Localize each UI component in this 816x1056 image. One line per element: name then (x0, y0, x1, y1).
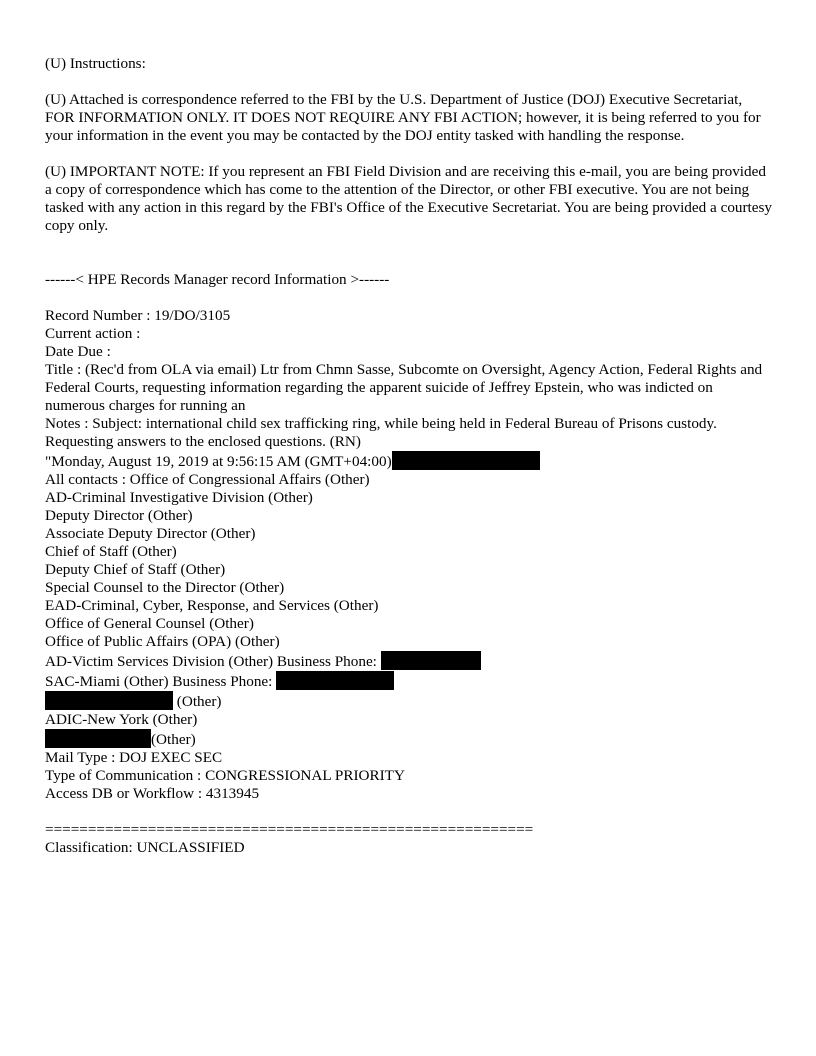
record-notes: Notes : Subject: international child sex trafficking ring, while being held in Federal Bureau of Prisons custody. Requesting answers to the enclosed questions. (RN) (45, 415, 717, 450)
redaction-block (276, 671, 394, 690)
contact-item: Chief of Staff (Other) (45, 543, 177, 560)
redaction-block (381, 651, 481, 670)
redaction-block (392, 451, 540, 470)
contact-item: ADIC-New York (Other) (45, 711, 198, 728)
contact-item: Deputy Chief of Staff (Other) (45, 561, 226, 578)
important-note-paragraph: (U) IMPORTANT NOTE: If you represent an FBI Field Division and are receiving this e-mail, you are being provided a copy of correspondence which has come to the attention of the Director, or other FBI executive. You are not being tasked with any action in this regard by the FBI's Office of the Executive Secretariat. You are being provided a courtesy copy only. (45, 163, 773, 234)
contact-label: SAC-Miami (Other) Business Phone: (45, 673, 273, 690)
contact-item: Office of Public Affairs (OPA) (Other) (45, 633, 280, 650)
contact-item-with-phone (45, 671, 775, 691)
contact-item-redacted (45, 691, 775, 711)
contact-label: (Other) (151, 731, 196, 748)
current-action: Current action : (45, 325, 141, 342)
contact-item: Associate Deputy Director (Other) (45, 525, 256, 542)
contact-label: (Other) (176, 693, 222, 710)
document-body (45, 55, 775, 857)
contact-item: EAD-Criminal, Cyber, Response, and Services (Other) (45, 597, 379, 614)
timestamp: "Monday, August 19, 2019 at 9:56:15 AM (GMT+04:00) (45, 453, 392, 470)
contact-item: Special Counsel to the Director (Other) (45, 579, 285, 596)
record-number: Record Number : 19/DO/3105 (45, 307, 231, 324)
record-header: ------< HPE Records Manager record Information >------ (45, 271, 390, 288)
contact-label: AD-Victim Services Division (Other) Business Phone: (45, 653, 377, 670)
record-title: Title : (Rec'd from OLA via email) Ltr from Chmn Sasse, Subcomte on Oversight, Agency Action, Federal Rights and Federal Courts, requesting information regarding the apparent suicide of Jeffrey Epstein, who was indicted on numerous charges for running an (45, 361, 763, 414)
contact-item-with-phone (45, 651, 775, 671)
redaction-block (45, 691, 173, 710)
access-db: Access DB or Workflow : 4313945 (45, 785, 260, 802)
contact-all: All contacts : Office of Congressional Affairs (Other) (45, 471, 370, 488)
timestamp-line (45, 451, 775, 471)
contact-item-redacted (45, 729, 775, 749)
mail-type: Mail Type : DOJ EXEC SEC (45, 749, 223, 766)
date-due: Date Due : (45, 343, 111, 360)
contact-item: Deputy Director (Other) (45, 507, 193, 524)
instructions-heading: (U) Instructions: (45, 55, 146, 72)
separator-line: ========================================================= (45, 821, 533, 838)
communication-type: Type of Communication : CONGRESSIONAL PRIORITY (45, 767, 405, 784)
classification: Classification: UNCLASSIFIED (45, 839, 245, 856)
info-paragraph: (U) Attached is correspondence referred to the FBI by the U.S. Department of Justice (DOJ) Executive Secretariat, FOR INFORMATION ONLY. IT DOES NOT REQUIRE ANY FBI ACTION; however, it is being referred to you for your information in the event you may be contacted by the DOJ entity tasked with handling the response. (45, 91, 761, 144)
contact-item: Office of General Counsel (Other) (45, 615, 254, 632)
contact-item: AD-Criminal Investigative Division (Other) (45, 489, 313, 506)
redaction-block (45, 729, 151, 748)
